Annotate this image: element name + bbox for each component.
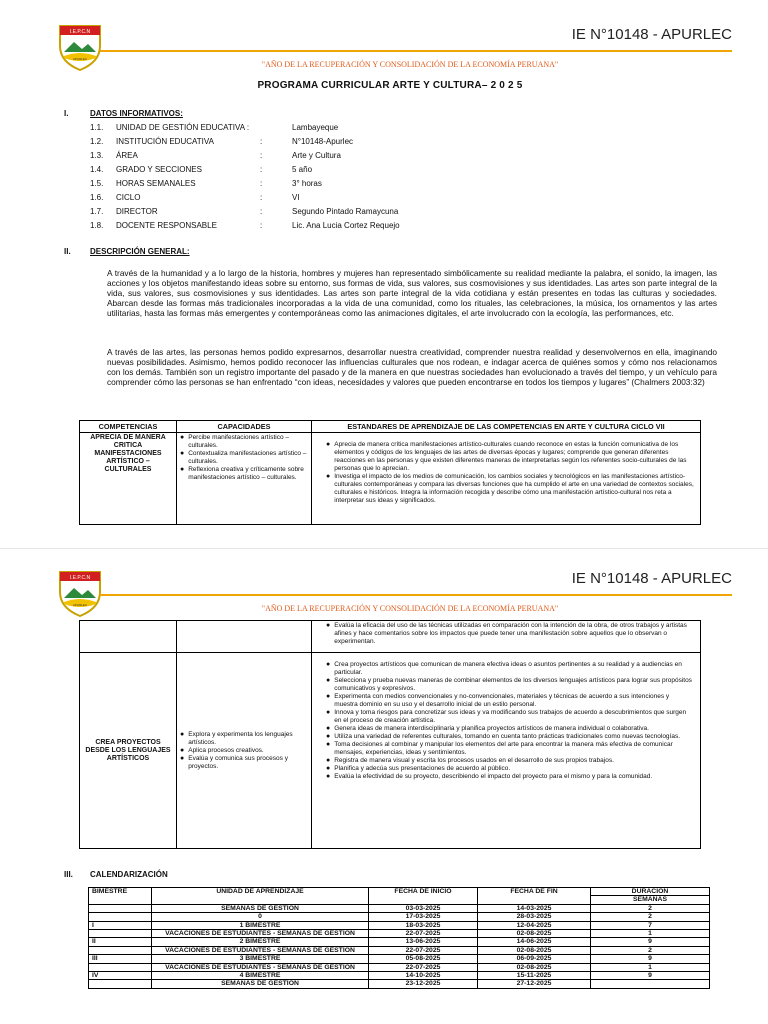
column-header: COMPETENCIAS: [80, 421, 177, 433]
info-label: GRADO Y SECCIONES: [116, 165, 202, 174]
start-date-cell: 22-07-2025: [369, 946, 478, 954]
bullet-icon: ●: [326, 757, 331, 764]
table-row: [89, 904, 710, 912]
school-name: IE N°10148 - APURLEC: [571, 570, 732, 587]
list-item: [326, 765, 694, 773]
list-item: [326, 693, 694, 709]
table-row: [89, 980, 710, 988]
bimester-cell: II: [89, 938, 152, 946]
start-date-cell: 22-07-2025: [369, 963, 478, 971]
info-number: 1.5.: [90, 179, 104, 188]
standard-text: Evalúa la eficacia del uso de las técnicas utilizadas en comparación con la intención de la obra, de otros trabajos y artistas afines y hace comentarios sobre los impactos que puede tener una manifestación sobre aquellos que lo observan o experimentan.: [334, 622, 687, 645]
info-row: [90, 221, 400, 230]
capacity-text: Reflexiona creativa y críticamente sobre manifestaciones artístico – culturales.: [188, 466, 304, 481]
standards-cell: [312, 433, 701, 525]
info-separator: :: [260, 179, 263, 188]
info-row: [90, 207, 398, 216]
capacity-text: Explora y experimenta los lenguajes artísticos.: [188, 730, 293, 746]
info-number: 1.7.: [90, 207, 104, 216]
info-row: [90, 151, 341, 160]
info-separator: :: [260, 207, 263, 216]
info-number: 1.4.: [90, 165, 104, 174]
table-row: [89, 955, 710, 963]
standard-text: Selecciona y prueba nuevas maneras de combinar elementos de los diversos lenguajes artísticos para lograr sus propósitos comunicativos y expresivos.: [334, 677, 692, 692]
list-item: [326, 733, 694, 741]
info-number: 1.2.: [90, 137, 104, 146]
table-row: [80, 621, 701, 653]
section-3-number: III.: [64, 870, 73, 879]
standard-text: Crea proyectos artísticos que comunican de manera efectiva ideas o asuntos pertinentes a su realidad y a audiencias en particular.: [334, 661, 682, 676]
table-row: [89, 930, 710, 938]
duration-cell: 9: [591, 955, 710, 963]
standard-text: Investiga el impacto de los medios de comunicación, los cambios sociales y tecnológicos en las manifestaciones artístico-culturales contemporáneas y compara las diversas funciones que ha cumplido el arte en una variedad de contextos sociales, culturales e históricos. Integra la información recogida y describe cómo una manifestación artístico-cultural nos reta a interpretar sus ideas y significados.: [334, 473, 694, 504]
section-1-title: DATOS INFORMATIVOS:: [90, 109, 183, 118]
table-row: [89, 921, 710, 929]
info-row: [90, 179, 322, 188]
column-header: BIMESTRE: [89, 888, 152, 905]
end-date-cell: 02-08-2025: [478, 930, 591, 938]
capacity-text: Contextualiza manifestaciones artístico – culturales.: [188, 450, 307, 465]
bimester-cell: [89, 980, 152, 988]
capacity-text: Aplica procesos creativos.: [188, 746, 264, 754]
start-date-cell: 14-10-2025: [369, 972, 478, 980]
unit-cell: 4 BIMESTRE: [152, 972, 369, 980]
bullet-icon: ●: [180, 450, 185, 457]
end-date-cell: 02-08-2025: [478, 946, 591, 954]
logo-text: I.E.P.C.N: [69, 575, 91, 581]
start-date-cell: 03-03-2025: [369, 904, 478, 912]
duration-cell: 9: [591, 972, 710, 980]
page-break: [0, 548, 768, 563]
bullet-icon: ●: [326, 725, 331, 732]
list-item: [180, 466, 308, 482]
bimester-cell: IV: [89, 972, 152, 980]
list-item: [326, 741, 694, 757]
bullet-icon: ●: [326, 473, 331, 480]
bimester-cell: [89, 946, 152, 954]
competencies-table-continued: [79, 620, 701, 849]
duration-cell: 2: [591, 904, 710, 912]
column-header: CAPACIDADES: [177, 421, 312, 433]
info-separator: :: [260, 221, 263, 230]
bullet-icon: ●: [180, 466, 185, 473]
unit-cell: VACACIONES DE ESTUDIANTES - SEMANAS DE GESTION: [152, 963, 369, 971]
end-date-cell: 14-06-2025: [478, 938, 591, 946]
info-label: CICLO: [116, 193, 141, 202]
school-name: IE N°10148 - APURLEC: [571, 26, 732, 43]
bullet-icon: ●: [326, 765, 331, 772]
standard-text: Evalúa la efectividad de su proyecto, describiendo el impacto del proyecto para el mismo y para la comunidad.: [334, 773, 653, 780]
list-item: [180, 434, 308, 450]
info-number: 1.1.: [90, 123, 104, 132]
info-row: [90, 193, 300, 202]
column-header: ESTANDARES DE APRENDIZAJE DE LAS COMPETENCIAS EN ARTE Y CULTURA CICLO VII: [312, 421, 701, 433]
unit-cell: 0: [152, 913, 369, 921]
info-separator: :: [260, 165, 263, 174]
info-row: [90, 137, 353, 146]
bimester-cell: [89, 930, 152, 938]
end-date-cell: 12-04-2025: [478, 921, 591, 929]
info-value: N°10148-Apurlec: [292, 137, 354, 146]
table-row: [89, 946, 710, 954]
section-2-number: II.: [64, 247, 71, 256]
bimester-cell: [89, 963, 152, 971]
standard-text: Registra de manera visual y escrita los procesos usados en el desarrollo de sus propios trabajos.: [334, 757, 614, 764]
info-number: 1.8.: [90, 221, 104, 230]
standard-text: Genera ideas de manera interdisciplinaria y planifica proyectos artísticos de manera individual o colaborativa.: [334, 725, 649, 732]
info-separator: :: [260, 151, 263, 160]
list-item: [180, 747, 308, 755]
logo-band-text: APURLEC: [72, 603, 88, 607]
table-header-row: [89, 888, 710, 896]
bullet-icon: ●: [326, 773, 331, 780]
school-logo: [56, 568, 104, 618]
bullet-icon: ●: [326, 677, 331, 684]
unit-cell: 1 BIMESTRE: [152, 921, 369, 929]
list-item: [326, 757, 694, 765]
capacity-text: Evalúa y comunica sus procesos y proyectos.: [188, 754, 288, 770]
calendar-table: [88, 887, 710, 989]
bimester-cell: III: [89, 955, 152, 963]
duration-cell: [591, 980, 710, 988]
section-3-title: CALENDARIZACIÓN: [90, 870, 168, 879]
info-separator: [260, 123, 292, 132]
bimester-cell: I: [89, 921, 152, 929]
bullet-icon: ●: [180, 434, 185, 441]
table-row: [80, 653, 701, 849]
bullet-icon: ●: [326, 741, 331, 748]
end-date-cell: 15-11-2025: [478, 972, 591, 980]
start-date-cell: 22-07-2025: [369, 930, 478, 938]
capacities-cell: [177, 433, 312, 525]
column-header: UNIDAD DE APRENDIZAJE: [152, 888, 369, 905]
info-label: INSTITUCIÓN EDUCATIVA: [116, 137, 214, 146]
bimester-cell: [89, 904, 152, 912]
bullet-icon: ●: [326, 733, 331, 740]
section-1-number: I.: [64, 109, 69, 118]
document-title: PROGRAMA CURRICULAR ARTE Y CULTURA– 2 0 2 5: [257, 80, 523, 91]
year-motto: "AÑO DE LA RECUPERACIÓN Y CONSOLIDACIÓN DE LA ECONOMÍA PERUANA": [261, 60, 559, 69]
list-item: [326, 677, 694, 693]
table-row: [89, 938, 710, 946]
bullet-icon: ●: [326, 693, 331, 700]
unit-cell: 2 BIMESTRE: [152, 938, 369, 946]
info-number: 1.3.: [90, 151, 104, 160]
competencies-table: [79, 420, 701, 525]
bullet-icon: ●: [180, 746, 185, 754]
competence-cell: CREA PROYECTOS DESDE LOS LENGUAJES ARTÍSTICOS: [80, 653, 177, 849]
start-date-cell: 23-12-2025: [369, 980, 478, 988]
duration-cell: 2: [591, 913, 710, 921]
bullet-icon: ●: [180, 754, 185, 762]
duration-cell: 7: [591, 921, 710, 929]
info-label: HORAS SEMANALES: [116, 179, 196, 188]
info-label: DIRECTOR: [116, 207, 158, 216]
unit-cell: 3 BIMESTRE: [152, 955, 369, 963]
list-item: [326, 725, 694, 733]
standard-text: Utiliza una variedad de referentes culturales, tomando en cuenta tanto prácticas tradicionales como nuevas tecnologías.: [334, 733, 681, 740]
duration-cell: 2: [591, 946, 710, 954]
list-item: [180, 731, 308, 747]
list-item: [180, 450, 308, 466]
school-logo: [56, 22, 104, 72]
end-date-cell: 27-12-2025: [478, 980, 591, 988]
table-header-row: [80, 421, 701, 433]
capacities-cell: [177, 653, 312, 849]
info-value: Lambayeque: [292, 123, 339, 132]
duration-cell: 1: [591, 930, 710, 938]
info-row: [90, 165, 312, 174]
start-date-cell: 05-08-2025: [369, 955, 478, 963]
list-item: [326, 622, 694, 646]
description-paragraph-2: A través de las artes, las personas hemos podido expresarnos, desarrollar nuestra creatividad, comprender nuestra realidad y desenvolvernos en ella, imaginando nuevas posibilidades. Asimismo, hemos podido reconocer las influencias culturales que nos rodean, e indagar acerca de quiénes somos y cómo nos relacionamos con los demás. También son un registro importante del pasado y de la manera en que nuestras sociedades han evolucionado a través del tiempo, y un vehículo para comprender cómo las personas se han enfrentado “con ideas, necesidades y valores que pueden encontrarse en todos los tiempos y lugares” (Chalmers 2003:32): [107, 347, 717, 387]
standard-text: Planifica y adecúa sus presentaciones de acuerdo al público.: [334, 765, 511, 772]
table-row: [89, 913, 710, 921]
list-item: [326, 661, 694, 677]
info-value: Lic. Ana Lucia Cortez Requejo: [292, 221, 400, 230]
list-item: [326, 441, 694, 473]
bullet-icon: ●: [326, 622, 331, 629]
start-date-cell: 17-03-2025: [369, 913, 478, 921]
list-item: [326, 709, 694, 725]
header-divider: [100, 50, 732, 52]
standard-text: Innova y toma riesgos para concretizar sus ideas y va modificando sus trabajos de acuerdo a descubrimientos que surgen en el proceso de creación artística.: [334, 709, 687, 724]
unit-cell: VACACIONES DE ESTUDIANTES - SEMANAS DE GESTION: [152, 930, 369, 938]
competence-cell: APRECIA DE MANERA CRITICA MANIFESTACIONES ARTÍSTICO – CULTURALES: [80, 433, 177, 525]
bullet-icon: ●: [180, 730, 185, 738]
table-row: [80, 433, 701, 525]
duration-cell: 9: [591, 938, 710, 946]
info-value: Segundo Pintado Ramaycuna: [292, 207, 399, 216]
info-value: 5 año: [292, 165, 313, 174]
list-item: [180, 755, 308, 771]
logo-band-text: APURLEC: [72, 57, 88, 61]
info-value: Arte y Cultura: [292, 151, 341, 160]
info-value: VI: [292, 193, 300, 202]
info-separator: :: [260, 137, 263, 146]
unit-cell: SEMANAS DE GESTION: [152, 904, 369, 912]
bimester-cell: [89, 913, 152, 921]
info-number: 1.6.: [90, 193, 104, 202]
info-label: UNIDAD DE GESTIÓN EDUCATIVA :: [116, 123, 250, 132]
end-date-cell: 06-09-2025: [478, 955, 591, 963]
logo-text: I.E.P.C.N: [69, 29, 91, 35]
column-subheader: SEMANAS: [591, 896, 710, 904]
start-date-cell: 13-06-2025: [369, 938, 478, 946]
bullet-icon: ●: [326, 441, 331, 448]
column-header: DURACION: [591, 888, 710, 896]
info-label: DOCENTE RESPONSABLE: [116, 221, 217, 230]
unit-cell: SEMANAS DE GESTION: [152, 980, 369, 988]
capacities-cell: [177, 621, 312, 653]
header-divider: [100, 594, 732, 596]
list-item: [326, 773, 694, 781]
standard-text: Aprecia de manera crítica manifestaciones artístico-culturales cuando reconoce en estas la función comunicativa de los elementos y códigos de los lenguajes de las artes de diversas épocas y lugares; comprende que generan diferentes reacciones en las personas y que existen diferentes maneras de interpretarlas según los referentes socio-culturales de las personas que lo aprecian.: [334, 441, 687, 472]
bullet-icon: ●: [326, 661, 331, 668]
info-row: [90, 123, 338, 132]
standards-cell: [312, 621, 701, 653]
list-item: [326, 473, 694, 505]
column-header: FECHA DE FIN: [478, 888, 591, 905]
info-separator: :: [260, 193, 263, 202]
standard-text: Toma decisiones al combinar y manipular los elementos del arte para encontrar la manera más efectiva de comunicar mensajes, experiencias, ideas y sentimientos.: [334, 741, 673, 756]
capacity-text: Percibe manifestaciones artístico – culturales.: [188, 434, 290, 449]
end-date-cell: 14-03-2025: [478, 904, 591, 912]
competence-cell: [80, 621, 177, 653]
standards-cell: [312, 653, 701, 849]
table-row: [89, 972, 710, 980]
section-2-title: DESCRIPCIÓN GENERAL:: [90, 247, 190, 256]
unit-cell: VACACIONES DE ESTUDIANTES - SEMANAS DE GESTION: [152, 946, 369, 954]
standard-text: Experimenta con medios convencionales y no-convencionales, materiales y técnicas de acuerdo a sus intenciones y muestra dominio en su uso y el desarrollo inicial de un estilo personal.: [334, 693, 670, 708]
bullet-icon: ●: [326, 709, 331, 716]
column-header: FECHA DE INICIO: [369, 888, 478, 905]
end-date-cell: 02-08-2025: [478, 963, 591, 971]
end-date-cell: 28-03-2025: [478, 913, 591, 921]
start-date-cell: 18-03-2025: [369, 921, 478, 929]
description-paragraph-1: A través de la humanidad y a lo largo de la historia, hombres y mujeres han representado simbólicamente su realidad mediante la palabra, el sonido, la imagen, las acciones y los objetos manifestando ideas sobre su entorno, sus formas de vida, sus valores, sus cosmovisiones y sus identidades. Las artes son parte integral de la vida, sus valores, sus cosmovisiones y sus identidades. Las artes son parte integral de la vida cotidiana y están presentes en todas las culturas y sociedades. Abarcan desde las formas más tradicionales incorporadas a la vida de una comunidad, como los rituales, las celebraciones, la música, los ornamentos y las artes utilitarias, hasta las formas más emergentes y contemporáneas como las animaciones digitales, el arte involucrado con la ecología, las performances, etc.: [107, 268, 717, 318]
info-label: ÁREA: [116, 151, 138, 160]
table-row: [89, 963, 710, 971]
year-motto: "AÑO DE LA RECUPERACIÓN Y CONSOLIDACIÓN DE LA ECONOMÍA PERUANA": [261, 604, 559, 613]
duration-cell: 1: [591, 963, 710, 971]
info-value: 3° horas: [292, 179, 322, 188]
